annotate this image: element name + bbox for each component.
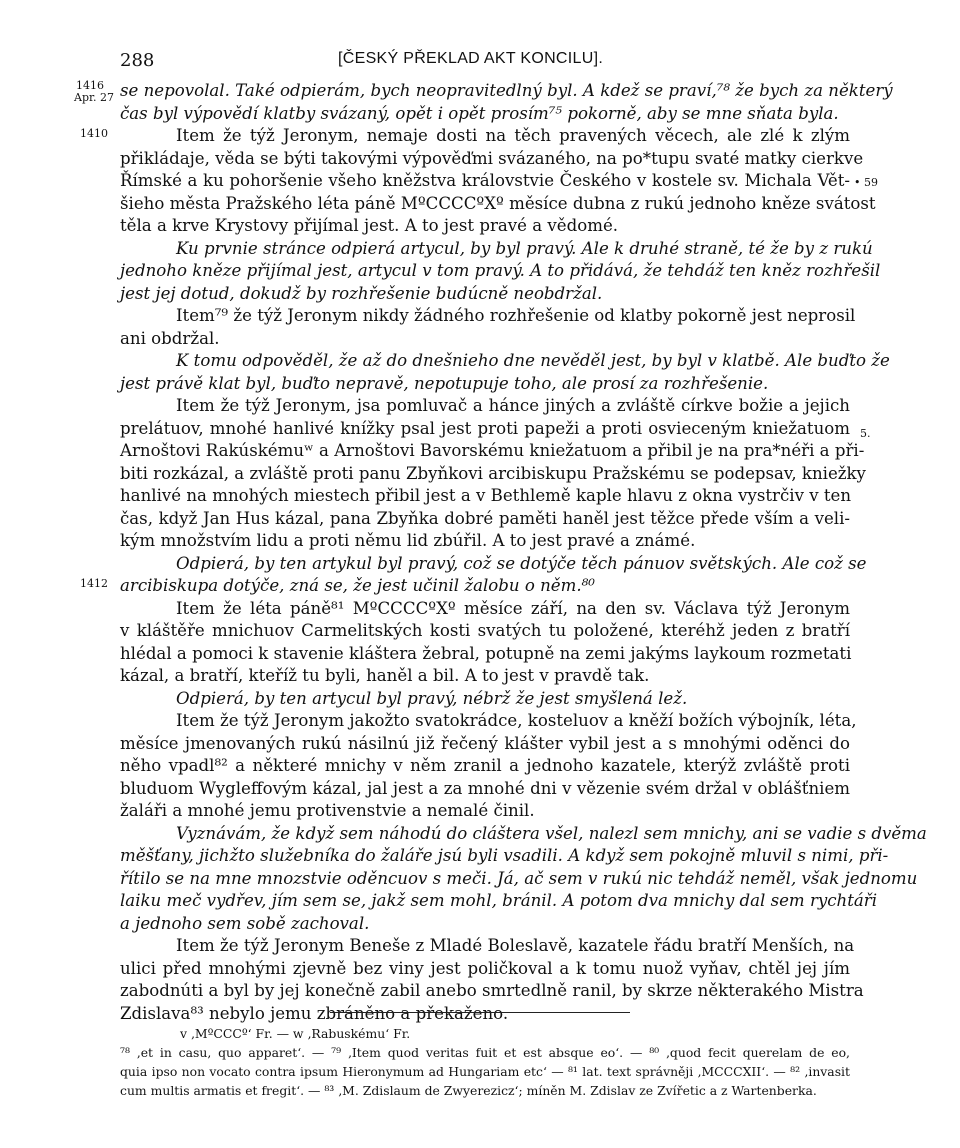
footnote-rule <box>330 1012 630 1013</box>
commentary-line: se nepovolal. Také odpierám, bych neopravitedlný byl. A kdež se praví,⁷⁸ že bych za některý <box>120 81 893 100</box>
article-line: Item že týž Jeronym, jsa pomluvač a hánce jiných a zvláště církve božie a jejich <box>176 396 850 415</box>
article-line: Item že léta páně⁸¹ MºCCCCºXº měsíce září, na den sv. Václava týž Jeronym <box>176 598 850 618</box>
article-line: Arnoštovi Rakúskémuʷ a Arnoštovi Bavorskému kniežatuom a přibil je na pra*néři a při- <box>120 441 865 460</box>
article-line: Item že týž Jeronym, nemaje dosti na těch pravených věcech, ale zlé k zlým <box>176 126 850 145</box>
article-line: Item že týž Jeronym Beneše z Mladé Boleslavě, kazatele řádu bratří Menších, na <box>176 936 855 955</box>
article-line: přikládaje, věda se býti takovými výpověďmi svázaného, na po*tupu svaté matky cierkve <box>120 148 864 168</box>
article-line: čas, když Jan Hus kázal, pana Zbyňka dobré paměti haněl jest těžce přede vším a veli- <box>120 508 850 528</box>
article-line: kým množstvím lidu a proti němu lid zbúřil. A to jest pravé a známé. <box>120 531 696 550</box>
commentary-line: arcibiskupa dotýče, zná se, že jest učinil žalobu o něm.⁸⁰ <box>120 576 595 595</box>
commentary-line: Vyznávám, že když sem náhodú do cláštera všel, nalezl sem mnichy, ani se vadie s dvěma <box>176 823 927 843</box>
article-line: Zdislava⁸³ nebylo jemu zbráněno a překaženo. <box>120 1003 509 1023</box>
commentary-line: K tomu odpověděl, že až do dnešnieho dne nevěděl jest, by byl v klatbě. Ale buďto že <box>176 351 890 370</box>
commentary-line: Odpierá, by ten artycul byl pravý, nébrž že jest smyšlená lež. <box>176 688 688 708</box>
commentary-line: laiku meč vydřev, jím sem se, jakž sem mohl, bránil. A potom dva mnichy dal sem rychtáři <box>120 891 878 910</box>
article-line: bluduom Wygleffovým kázal, jal jest a za mnohé dni v vězenie svém držal v oblášťniem <box>120 778 850 798</box>
article-line: těla a krve Krystovy přijímal jest. A to jest pravé a vědomé. <box>120 216 619 235</box>
page-number: 288 <box>120 50 155 71</box>
commentary-line: jest právě klat byl, buďto nepravě, nepotupuje toho, ale prosí za rozhřešenie. <box>120 373 769 393</box>
article-line: ani obdržal. <box>120 328 220 348</box>
commentary-line: jest jej dotud, dokudž by rozhřešenie budúcně neobdržal. <box>120 283 603 303</box>
article-line: prelátuov, mnohé hanlivé knížky psal jest proti papeži a proti osvieceným kniežatuom <box>120 418 850 438</box>
margin-note-59-text: 59 <box>864 176 878 189</box>
article-line: hlédal a pomoci k stavenie kláštera žebral, potupně na zemi jakýms laykoum rozmetati <box>120 643 852 663</box>
article-line: šieho města Pražského léta páně MºCCCCºXº měsíce dubna z rukú jednoho kněze svátost <box>120 193 876 213</box>
margin-year-1416: 1416 <box>76 79 104 92</box>
article-line: ulici před mnohými zjevně bez viny jest poličkoval a k tomu nuož vyňav, chtěl jej jím <box>120 958 850 978</box>
footnote-line: ⁷⁸ ‚et in casu, quo apparet‘. — ⁷⁹ ‚Item quod veritas fuit et est absque eo‘. — ⁸⁰ ‚quod fecit querelam de eo, <box>120 1045 850 1060</box>
article-line: Item⁷⁹ že týž Jeronym nikdy žádného rozhřešenie od klatby pokorně jest neprosil <box>176 306 856 325</box>
article-line: v kláštěře mnichuov Carmelitských kosti svatých tu položené, kteréhž jeden z bratří <box>120 621 850 640</box>
article-line: měsíce jmenovaných rukú násilnú již řečený klášter vybil jest a s mnohými oděnci do <box>120 733 850 753</box>
article-line: biti rozkázal, a zvláště proti panu Zbyňkovi arcibiskupu Pražskému se podepsav, kniežky <box>120 463 866 483</box>
margin-note-59: • 59 <box>854 176 878 189</box>
commentary-line: měšťany, jichžto služebníka do žaláře jsú byli vsadili. A když sem pokojně mluvil s nimi, při- <box>120 846 889 865</box>
footnote-line: quia ipso non vocato contra ipsum Hieronymum ad Hungariam etc‘ — ⁸¹ lat. text správněji ‚MCCCXII‘. — ⁸² ‚invasit <box>120 1064 850 1079</box>
article-line: žaláři a mnohé jemu protivenstvie a nemalé činil. <box>120 801 535 820</box>
margin-date-apr27: Apr. 27 <box>74 91 115 104</box>
margin-year-1412: 1412 <box>80 577 108 590</box>
footnotes <box>120 1024 850 1100</box>
commentary-line: Ku prvnie stránce odpierá artycul, by byl pravý. Ale k druhé straně, té že by z rukú <box>176 238 873 258</box>
commentary-line: Odpierá, by ten artykul byl pravý, což se dotýče těch pánuov světských. Ale což se <box>176 553 867 573</box>
running-title: [ČESKÝ PŘEKLAD AKT KONCILU]. <box>338 50 604 67</box>
margin-note-5: 5. <box>860 427 871 440</box>
article-line: Římské a ku pohoršenie všeho kněžstva královstvie Českého v kostele sv. Michala Vět- <box>120 171 850 190</box>
article-line: hanlivé na mnohých miestech přibil jest a v Bethlemě kaple hlavu z okna vystrčiv v ten <box>120 486 852 505</box>
article-line: něho vpadl⁸² a některé mnichy v něm zranil a jednoho kazatele, kterýž zvláště proti <box>120 756 850 775</box>
commentary-line: a jednoho sem sobě zachoval. <box>120 913 370 933</box>
footnote-line: v ‚MºCCCº‘ Fr. — w ‚Rabuskému‘ Fr. <box>180 1026 411 1041</box>
article-line: Item že týž Jeronym jakožto svatokrádce, kosteluov a kněží božích výbojník, léta, <box>176 711 857 730</box>
article-line: kázal, a bratří, kteříž tu byli, haněl a bil. A to jest v pravdě tak. <box>120 666 650 685</box>
margin-year-1410: 1410 <box>80 127 108 140</box>
commentary-line: řítilo se na mne mnozstvie oděncuov s meči. Já, ač sem v rukú nic tehdáž neměl, však jednomu <box>120 868 918 888</box>
commentary-line: čas byl výpovědí klatby svázaný, opět i opět prosím⁷⁵ pokorně, aby se mne sňata byla. <box>120 103 839 123</box>
article-line: zabodnúti a byl by jej konečně zabil anebo smrtedlně ranil, by skrze některakého Mistra <box>120 981 864 1000</box>
commentary-line: jednoho kněze přijímal jest, artycul v tom pravý. A to přidává, že tehdáž ten kněz rozhřešil <box>120 261 881 280</box>
footnote-line: cum multis armatis et fregit‘. — ⁸³ ‚M. Zdislaum de Zwyerezicz‘; míněn M. Zdislav ze Zvířetic a z Wartenberka. <box>120 1083 817 1098</box>
